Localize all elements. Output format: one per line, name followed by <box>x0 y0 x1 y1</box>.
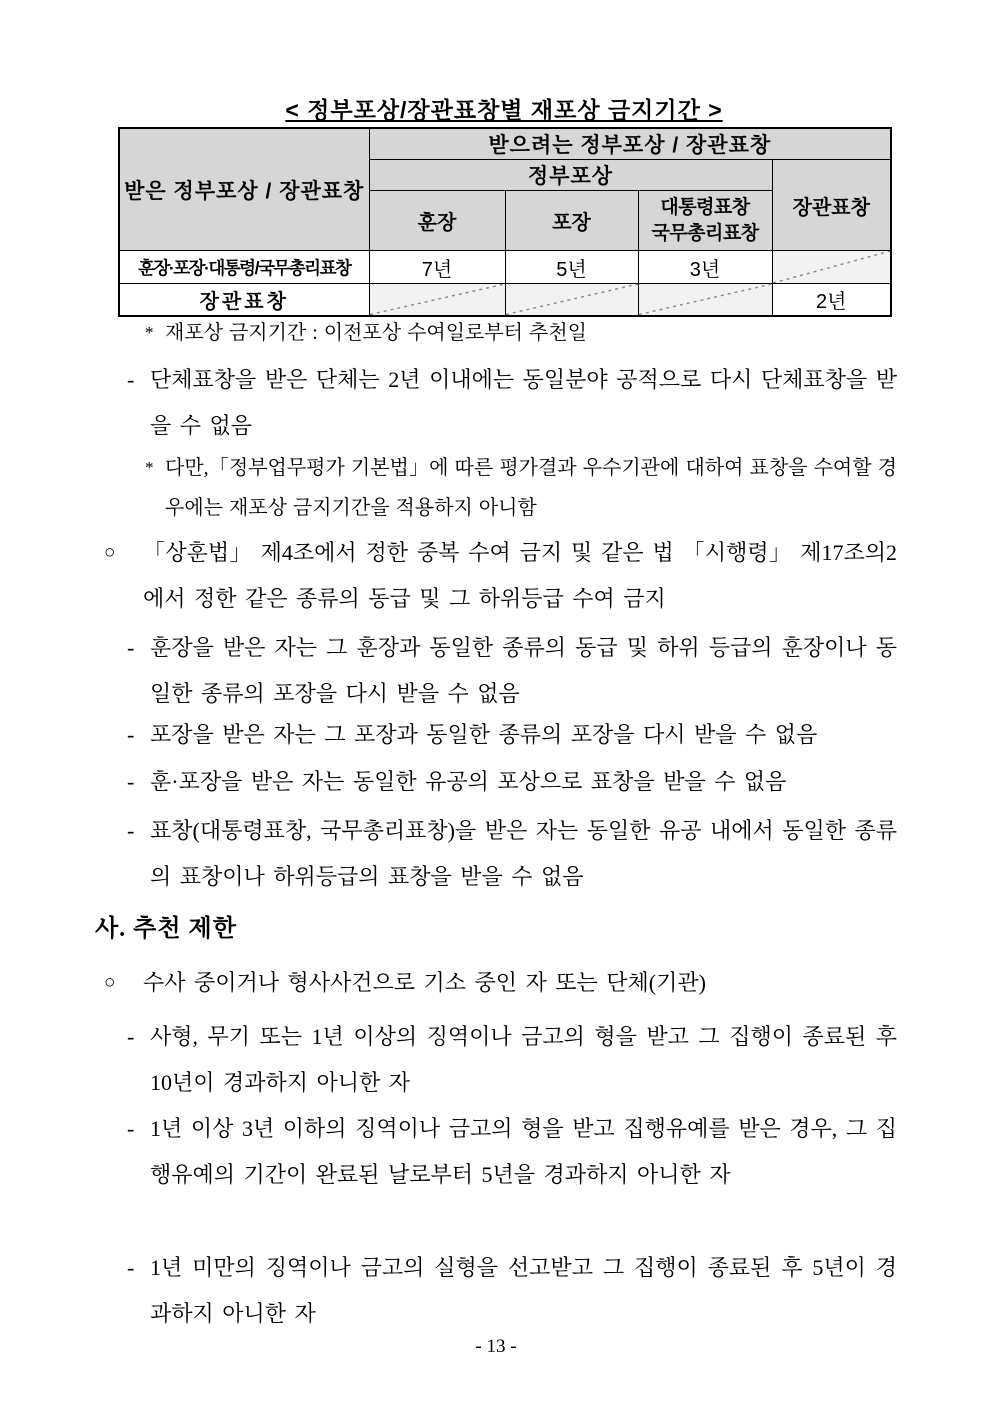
pm-col-line2: 국무총리표창 <box>651 222 759 244</box>
cell-medal-years: 5년 <box>505 251 638 284</box>
table-row-label: 장관표창 <box>119 284 369 316</box>
hatched-na-cell <box>505 284 638 316</box>
medal-col-header: 포장 <box>505 191 638 251</box>
footnote <box>95 448 897 528</box>
presidential-col-header <box>638 191 772 251</box>
hatched-na-cell <box>369 284 505 316</box>
order-col-header: 훈장 <box>369 191 505 251</box>
circle-marker: ○ <box>104 972 116 993</box>
bullet-text: 훈·포장을 받은 자는 동일한 유공의 포상으로 표창을 받을 수 없음 <box>150 769 787 794</box>
hatched-na-cell <box>772 251 891 284</box>
circle-marker: ○ <box>104 542 116 563</box>
gov-award-group-header: 정부포상 <box>369 160 772 191</box>
footnote <box>95 313 897 353</box>
hatched-na-cell <box>638 284 772 316</box>
bullet-item <box>95 759 897 805</box>
bullet-text: 표창(대통령표창, 국무총리표창)을 받은 자는 동일한 유공 내에서 동일한 종류의 표창이나 하위등급의 표창을 받을 수 없음 <box>150 818 897 889</box>
bullet-item <box>95 1245 897 1337</box>
bullet-text: 훈장을 받은 자는 그 훈장과 동일한 종류의 동급 및 하위 등급의 훈장이나 동일한 종류의 포장을 다시 받을 수 없음 <box>150 635 897 706</box>
bullet-item <box>95 712 897 758</box>
circle-text: 「상훈법」 제4조에서 정한 중복 수여 금지 및 같은 법 「시행령」 제17조의2에서 정한 같은 종류의 동급 및 그 하위등급 수여 금지 <box>143 540 897 611</box>
dash-marker: - <box>127 769 135 794</box>
diagonal-hatch-icon <box>370 284 505 315</box>
table-row-label: 훈장·포장·대통령/국무총리표창 <box>119 251 369 284</box>
diagonal-hatch-icon <box>773 251 891 283</box>
bullet-item <box>95 1014 897 1106</box>
bullet-item <box>95 625 897 717</box>
circle-item <box>95 960 897 1006</box>
cell-presidential-years: 3년 <box>638 251 772 284</box>
bullet-item <box>95 808 897 900</box>
bullet-text: 1년 이상 3년 이하의 징역이나 금고의 형을 받고 집행유예를 받은 경우, 그 집행유예의 기간이 완료된 날로부터 5년을 경과하지 아니한 자 <box>150 1116 897 1187</box>
circle-item <box>95 530 897 622</box>
bullet-text: 포장을 받은 자는 그 포장과 동일한 종류의 포장을 다시 받을 수 없음 <box>150 722 818 747</box>
dash-marker: - <box>127 1255 135 1280</box>
circle-text: 수사 중이거나 형사사건으로 기소 중인 자 또는 단체(기관) <box>143 970 706 995</box>
section-heading: 사. 추천 제한 <box>95 916 237 942</box>
table-corner-header: 받은 정부포상 / 장관표창 <box>119 128 369 251</box>
asterisk-marker: * <box>145 458 154 477</box>
dash-marker: - <box>127 1024 135 1049</box>
page-number: - 13 - <box>475 1336 517 1357</box>
footnote-text: 다만,「정부업무평가 기본법」에 따른 평가결과 우수기관에 대하여 표창을 수여할 경우에는 재포상 금지기간을 적용하지 아니함 <box>165 457 897 519</box>
presidential-col-line1: 대통령표창 <box>660 196 750 218</box>
dash-marker: - <box>127 367 135 392</box>
diagonal-hatch-icon <box>639 284 772 315</box>
diagonal-hatch-icon <box>506 284 638 315</box>
minister-citation-col-header: 장관표창 <box>772 160 891 251</box>
bullet-text: 사형, 무기 또는 1년 이상의 징역이나 금고의 형을 받고 그 집행이 종료된 후 10년이 경과하지 아니한 자 <box>150 1024 897 1095</box>
bullet-text: 1년 미만의 징역이나 금고의 실형을 선고받고 그 집행이 종료된 후 5년이 경과하지 아니한 자 <box>150 1255 897 1326</box>
footnote-text: 재포상 금지기간 : 이전포상 수여일로부터 추천일 <box>165 322 587 344</box>
bullet-item <box>95 357 897 449</box>
cell-minister-years: 2년 <box>772 284 891 316</box>
cell-order-years: 7년 <box>369 251 505 284</box>
bullet-item <box>95 1106 897 1198</box>
table-top-header: 받으려는 정부포상 / 장관표창 <box>369 128 891 160</box>
dash-marker: - <box>127 722 135 747</box>
dash-marker: - <box>127 1116 135 1141</box>
table-title: < 정부포상/장관표창별 재포상 금지기간 > <box>285 97 723 123</box>
bullet-text: 단체표창을 받은 단체는 2년 이내에는 동일분야 공적으로 다시 단체표창을 받을 수 없음 <box>150 367 897 438</box>
dash-marker: - <box>127 635 135 660</box>
asterisk-marker: * <box>145 323 154 342</box>
dash-marker: - <box>127 818 135 843</box>
reaward-prohibition-table <box>118 127 892 317</box>
